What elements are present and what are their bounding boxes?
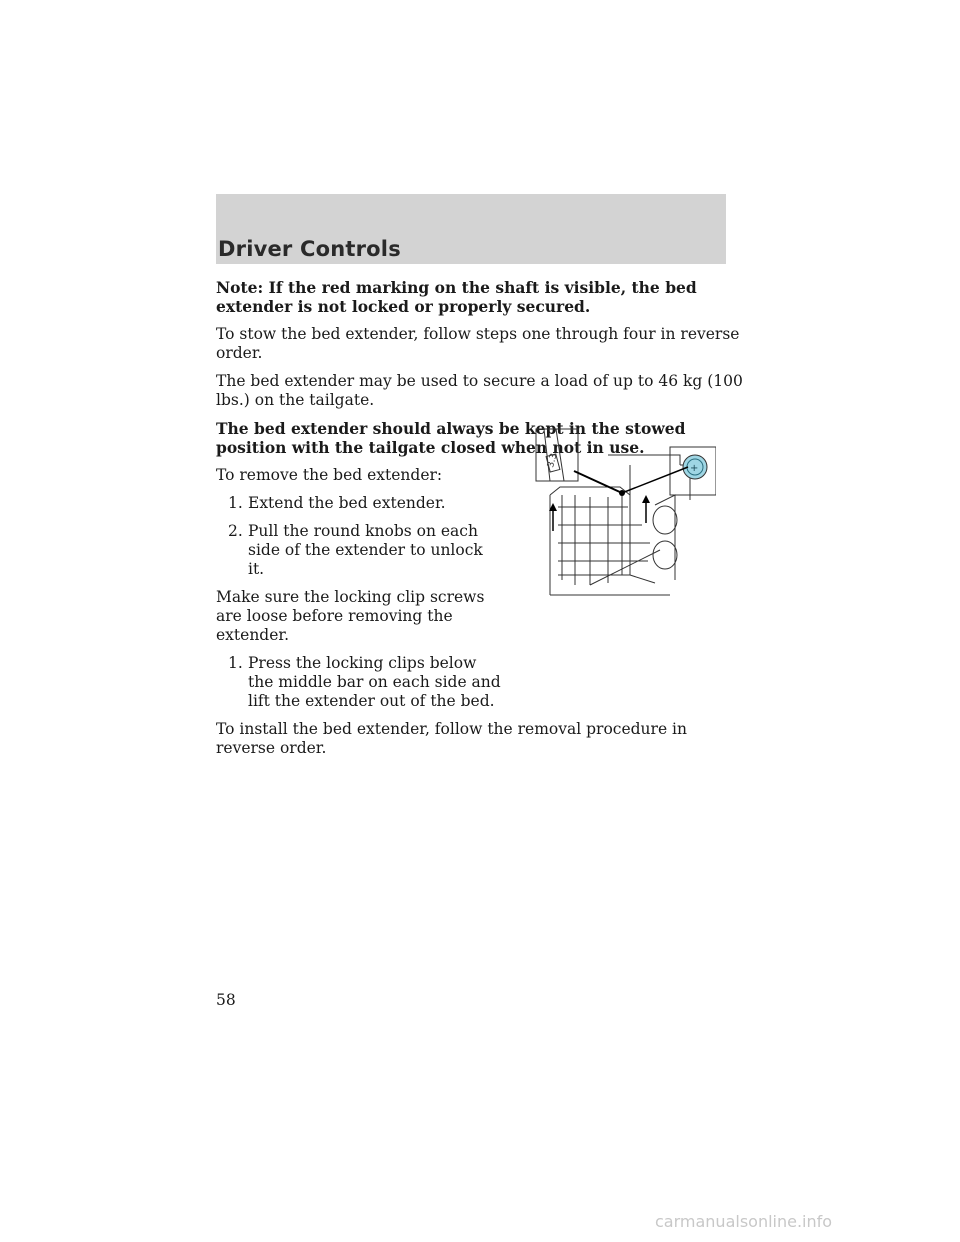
install-paragraph: To install the bed extender, follow the removal procedure in reverse order. <box>216 720 687 757</box>
step-text: Pull the round knobs on each side of the extender to unlock it. <box>248 522 483 578</box>
clip-step-1 <box>216 654 503 711</box>
note-paragraph: Note: If the red marking on the shaft is visible, the bed extender is not locked or properly secured. <box>216 278 697 316</box>
load-paragraph: The bed extender may be used to secure a load of up to 46 kg (100 lbs.) on the tailgate. <box>216 372 743 409</box>
remove-intro: To remove the bed extender: <box>216 466 443 484</box>
stow-paragraph: To stow the bed extender, follow steps one through four in reverse order. <box>216 325 740 362</box>
step-number: 2. <box>228 522 243 540</box>
section-title: Driver Controls <box>218 237 401 261</box>
svg-text:3.3: 3.3 <box>546 452 560 469</box>
svg-text:+: + <box>690 463 699 474</box>
step-text: Extend the bed extender. <box>248 494 446 512</box>
clip-note: Make sure the locking clip screws are loose before removing the extender. <box>216 588 485 644</box>
remove-step-2 <box>216 522 503 579</box>
step-number: 1. <box>228 494 243 512</box>
remove-step-1 <box>216 494 503 513</box>
bed-extender-illustration <box>530 425 716 603</box>
watermark: carmanualsonline.info <box>655 1212 833 1231</box>
page-number: 58 <box>216 991 236 1009</box>
warning-paragraph: The bed extender should always be kept in the stowed position with the tailgate closed when not in use. <box>216 419 686 457</box>
step-number: 1. <box>228 654 243 672</box>
step-text: Press the locking clips below the middle bar on each side and lift the extender out of the bed. <box>248 654 501 710</box>
